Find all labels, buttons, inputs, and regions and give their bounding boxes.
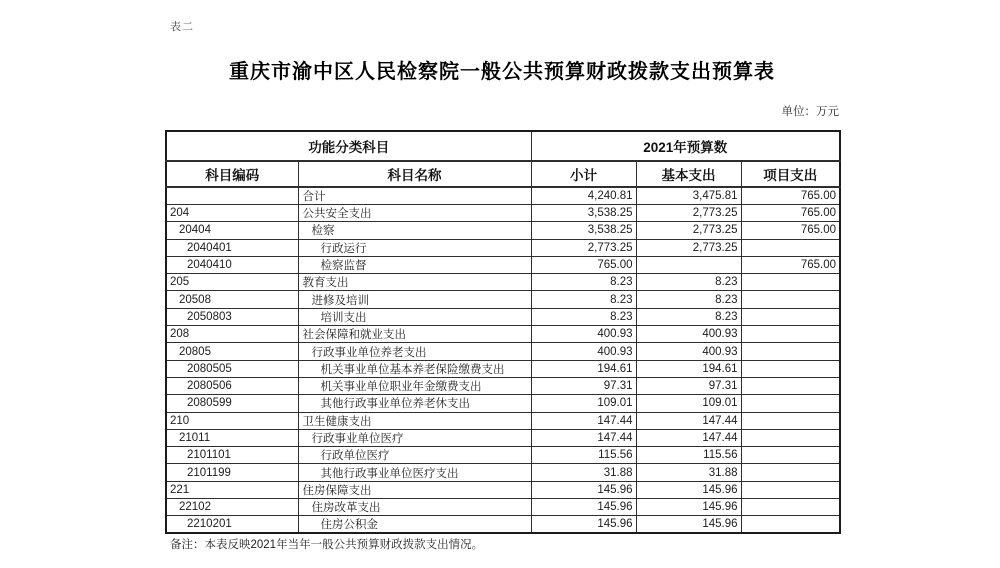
basic-cell: 31.88 <box>636 464 741 481</box>
header-group-row <box>166 131 840 161</box>
basic-cell: 194.61 <box>636 360 741 377</box>
subtotal-cell: 109.01 <box>531 395 636 412</box>
basic-cell: 400.93 <box>636 326 741 343</box>
code-cell: 22102 <box>166 499 298 516</box>
basic-cell: 97.31 <box>636 377 741 394</box>
project-cell <box>741 429 840 446</box>
project-cell <box>741 291 840 308</box>
table-row <box>166 222 840 239</box>
basic-cell: 3,475.81 <box>636 187 741 205</box>
basic-cell: 8.23 <box>636 308 741 325</box>
code-cell: 2210201 <box>166 516 298 534</box>
sheet-label: 表二 <box>170 21 194 33</box>
table-row <box>166 291 840 308</box>
subtotal-cell: 147.44 <box>531 429 636 446</box>
basic-cell: 147.44 <box>636 412 741 429</box>
table-row <box>166 499 840 516</box>
project-cell <box>741 395 840 412</box>
code-cell: 21011 <box>166 429 298 446</box>
table-body <box>166 187 840 533</box>
name-cell: 住房公积金 <box>298 516 531 534</box>
basic-cell: 8.23 <box>636 274 741 291</box>
basic-cell: 147.44 <box>636 429 741 446</box>
project-cell <box>741 412 840 429</box>
code-cell: 20508 <box>166 291 298 308</box>
code-cell: 205 <box>166 274 298 291</box>
subtotal-cell: 400.93 <box>531 343 636 360</box>
table-row <box>166 360 840 377</box>
table-row <box>166 464 840 481</box>
header-code: 科目编码 <box>166 161 298 187</box>
basic-cell <box>636 256 741 273</box>
subtotal-cell: 145.96 <box>531 481 636 498</box>
name-cell: 行政事业单位养老支出 <box>298 343 531 360</box>
code-cell: 208 <box>166 326 298 343</box>
table-row <box>166 447 840 464</box>
subtotal-cell: 31.88 <box>531 464 636 481</box>
project-cell <box>741 308 840 325</box>
basic-cell: 2,773.25 <box>636 205 741 222</box>
basic-cell: 2,773.25 <box>636 222 741 239</box>
table-row <box>166 239 840 256</box>
project-cell <box>741 239 840 256</box>
basic-cell: 2,773.25 <box>636 239 741 256</box>
subtotal-cell: 8.23 <box>531 308 636 325</box>
unit-label: 单位：万元 <box>781 106 839 118</box>
code-cell: 20805 <box>166 343 298 360</box>
name-cell: 培训支出 <box>298 308 531 325</box>
code-cell: 2050803 <box>166 308 298 325</box>
code-cell <box>166 187 298 205</box>
header-name: 科目名称 <box>298 161 531 187</box>
basic-cell: 145.96 <box>636 516 741 534</box>
name-cell: 进修及培训 <box>298 291 531 308</box>
table-row <box>166 187 840 205</box>
subtotal-cell: 400.93 <box>531 326 636 343</box>
subtotal-cell: 147.44 <box>531 412 636 429</box>
subtotal-cell: 8.23 <box>531 291 636 308</box>
name-cell: 住房改革支出 <box>298 499 531 516</box>
header-cols-row <box>166 161 840 187</box>
header-function-group: 功能分类科目 <box>166 131 531 161</box>
basic-cell: 400.93 <box>636 343 741 360</box>
page-title: 重庆市渝中区人民检察院一般公共预算财政拨款支出预算表 <box>229 61 775 83</box>
project-cell <box>741 360 840 377</box>
subtotal-cell: 145.96 <box>531 499 636 516</box>
name-cell: 机关事业单位基本养老保险缴费支出 <box>298 360 531 377</box>
project-cell <box>741 377 840 394</box>
table-row <box>166 395 840 412</box>
basic-cell: 109.01 <box>636 395 741 412</box>
subtotal-cell: 97.31 <box>531 377 636 394</box>
code-cell: 204 <box>166 205 298 222</box>
project-cell <box>741 516 840 534</box>
subtotal-cell: 115.56 <box>531 447 636 464</box>
name-cell: 社会保障和就业支出 <box>298 326 531 343</box>
basic-cell: 145.96 <box>636 499 741 516</box>
code-cell: 2080506 <box>166 377 298 394</box>
table-row <box>166 274 840 291</box>
table-row <box>166 256 840 273</box>
code-cell: 2101101 <box>166 447 298 464</box>
project-cell: 765.00 <box>741 222 840 239</box>
name-cell: 检察 <box>298 222 531 239</box>
code-cell: 2040410 <box>166 256 298 273</box>
basic-cell: 115.56 <box>636 447 741 464</box>
table-row <box>166 412 840 429</box>
subtotal-cell: 8.23 <box>531 274 636 291</box>
code-cell: 2080505 <box>166 360 298 377</box>
header-project: 项目支出 <box>741 161 840 187</box>
table-row <box>166 429 840 446</box>
code-cell: 2080599 <box>166 395 298 412</box>
name-cell: 教育支出 <box>298 274 531 291</box>
table-row <box>166 308 840 325</box>
basic-cell: 145.96 <box>636 481 741 498</box>
code-cell: 20404 <box>166 222 298 239</box>
subtotal-cell: 4,240.81 <box>531 187 636 205</box>
project-cell: 765.00 <box>741 256 840 273</box>
table-header <box>166 131 840 187</box>
basic-cell: 8.23 <box>636 291 741 308</box>
code-cell: 2040401 <box>166 239 298 256</box>
subtotal-cell: 194.61 <box>531 360 636 377</box>
name-cell: 机关事业单位职业年金缴费支出 <box>298 377 531 394</box>
header-basic: 基本支出 <box>636 161 741 187</box>
subtotal-cell: 3,538.25 <box>531 205 636 222</box>
project-cell <box>741 447 840 464</box>
subtotal-cell: 145.96 <box>531 516 636 534</box>
table-row <box>166 326 840 343</box>
code-cell: 221 <box>166 481 298 498</box>
name-cell: 行政事业单位医疗 <box>298 429 531 446</box>
header-budget-group: 2021年预算数 <box>531 131 840 161</box>
name-cell: 其他行政事业单位养老休支出 <box>298 395 531 412</box>
project-cell: 765.00 <box>741 205 840 222</box>
name-cell: 合计 <box>298 187 531 205</box>
subtotal-cell: 3,538.25 <box>531 222 636 239</box>
name-cell: 检察监督 <box>298 256 531 273</box>
project-cell <box>741 274 840 291</box>
table-row <box>166 205 840 222</box>
table-row <box>166 343 840 360</box>
subtotal-cell: 765.00 <box>531 256 636 273</box>
name-cell: 行政单位医疗 <box>298 447 531 464</box>
subtotal-cell: 2,773.25 <box>531 239 636 256</box>
project-cell <box>741 464 840 481</box>
name-cell: 行政运行 <box>298 239 531 256</box>
footnote: 备注：本表反映2021年当年一般公共预算财政拨款支出情况。 <box>170 539 484 551</box>
name-cell: 卫生健康支出 <box>298 412 531 429</box>
project-cell <box>741 326 840 343</box>
table-row <box>166 481 840 498</box>
code-cell: 210 <box>166 412 298 429</box>
code-cell: 2101199 <box>166 464 298 481</box>
header-subtotal: 小计 <box>531 161 636 187</box>
project-cell: 765.00 <box>741 187 840 205</box>
name-cell: 住房保障支出 <box>298 481 531 498</box>
name-cell: 公共安全支出 <box>298 205 531 222</box>
project-cell <box>741 499 840 516</box>
name-cell: 其他行政事业单位医疗支出 <box>298 464 531 481</box>
project-cell <box>741 481 840 498</box>
table-row <box>166 516 840 534</box>
table-row <box>166 377 840 394</box>
project-cell <box>741 343 840 360</box>
budget-table <box>165 130 841 534</box>
